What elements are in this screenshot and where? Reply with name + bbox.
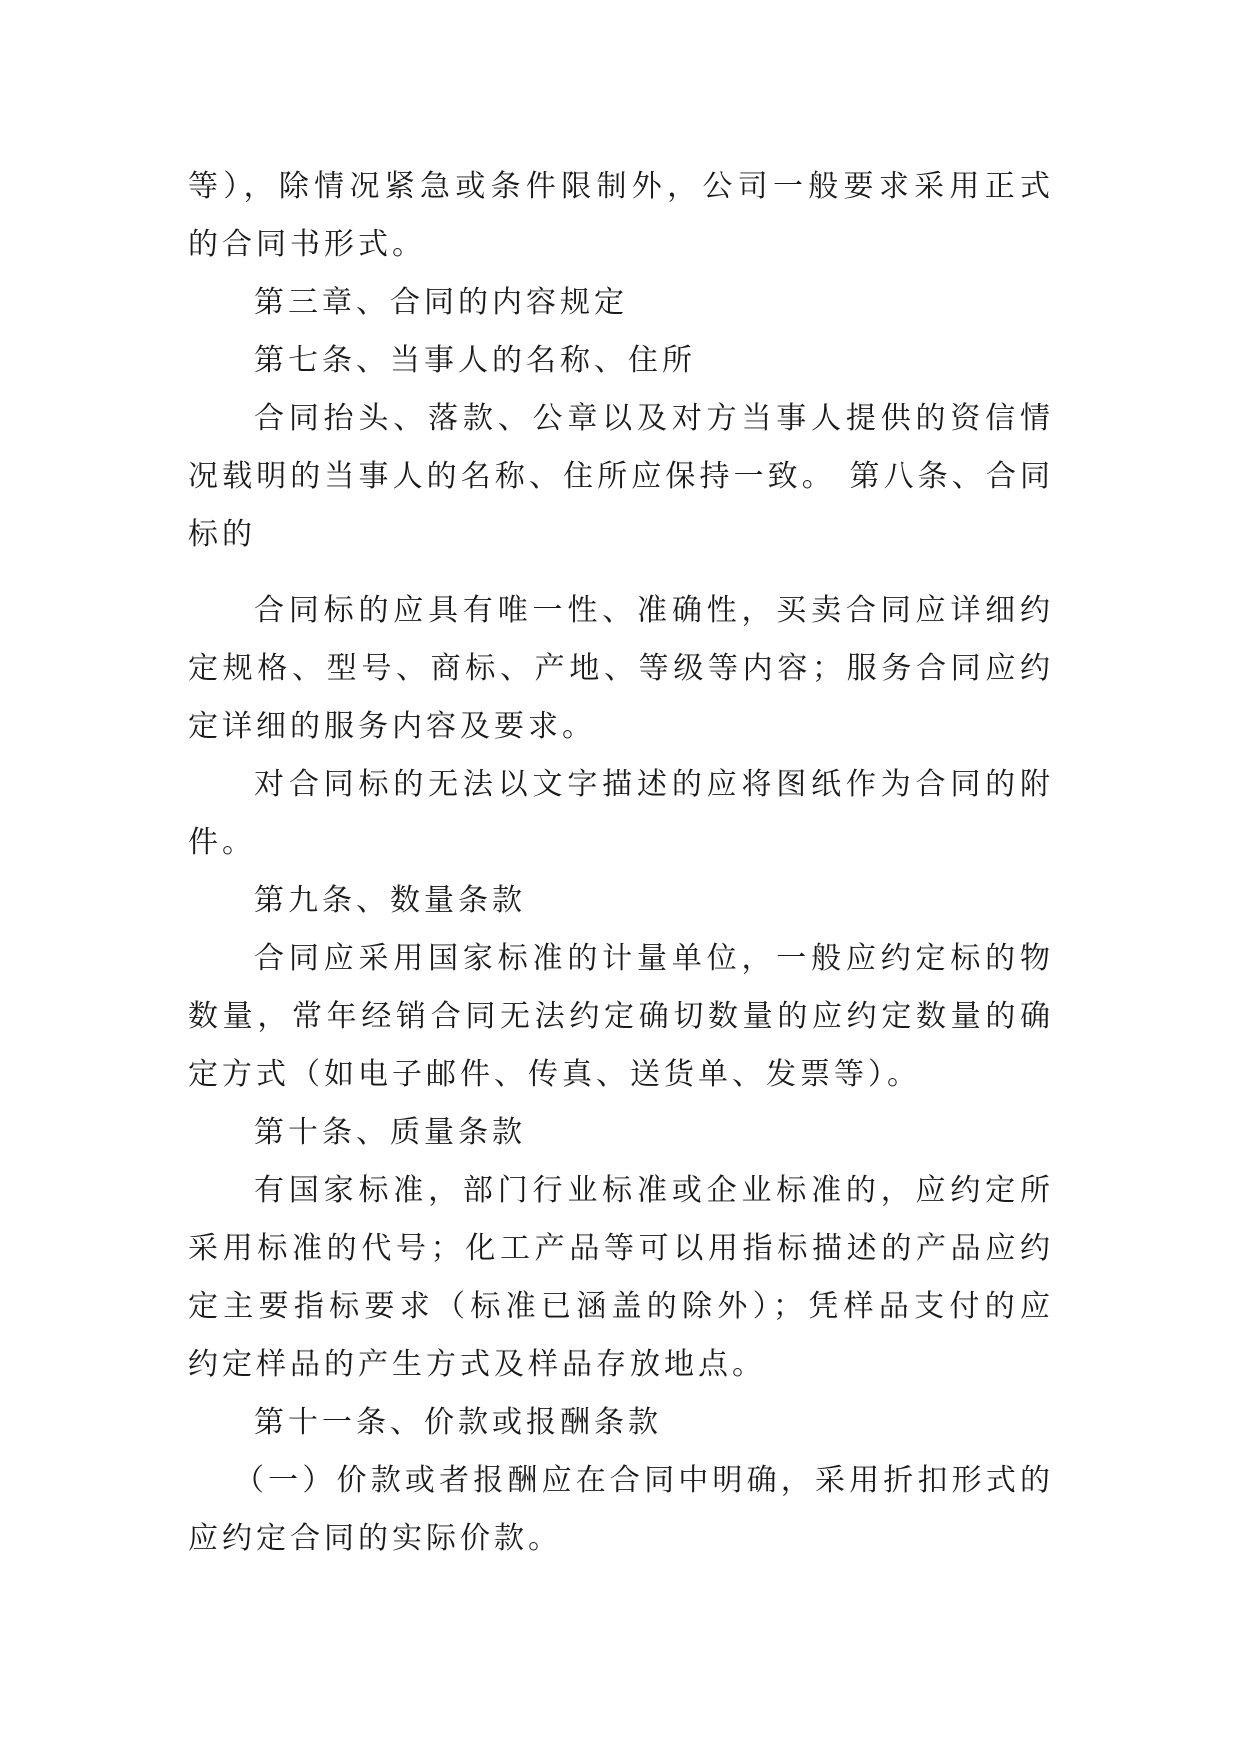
article-body-8-attachment: 对合同标的无法以文字描述的应将图纸作为合同的附件。 <box>188 767 1054 860</box>
article-body-10: 有国家标准，部门行业标准或企业标准的，应约定所采用标准的代号；化工产品等可以用指标描述的产品应约定主要指标要求（标准已涵盖的除外）；凭样品支付的应约定样品的产生方式及样品存放地点。 <box>188 1173 1054 1382</box>
article-body-8: 合同标的应具有唯一性、准确性，买卖合同应详细约定规格、型号、商标、产地、等级等内容；服务合同应约定详细的服务内容及要求。 <box>188 593 1054 744</box>
article-body-11-item-1: （一）价款或者报酬应在合同中明确，采用折扣形式的应约定合同的实际价款。 <box>188 1463 1054 1556</box>
chapter-heading-3: 第三章、合同的内容规定 <box>254 285 628 320</box>
paragraph-continuation: 等），除情况紧急或条件限制外，公司一般要求采用正式的合同书形式。 <box>188 169 1054 262</box>
document-page <box>188 158 1054 1568</box>
article-heading-7: 第七条、当事人的名称、住所 <box>254 343 696 378</box>
article-heading-10: 第十条、质量条款 <box>254 1115 526 1150</box>
article-heading-11: 第十一条、价款或报酬条款 <box>254 1405 662 1440</box>
article-heading-9: 第九条、数量条款 <box>254 883 526 918</box>
article-body-7: 合同抬头、落款、公章以及对方当事人提供的资信情况载明的当事人的名称、住所应保持一致。 第八条、合同标的 <box>188 401 1054 552</box>
article-body-9: 合同应采用国家标准的计量单位，一般应约定标的物数量，常年经销合同无法约定确切数量的应约定数量的确定方式（如电子邮件、传真、送货单、发票等）。 <box>188 941 1054 1092</box>
